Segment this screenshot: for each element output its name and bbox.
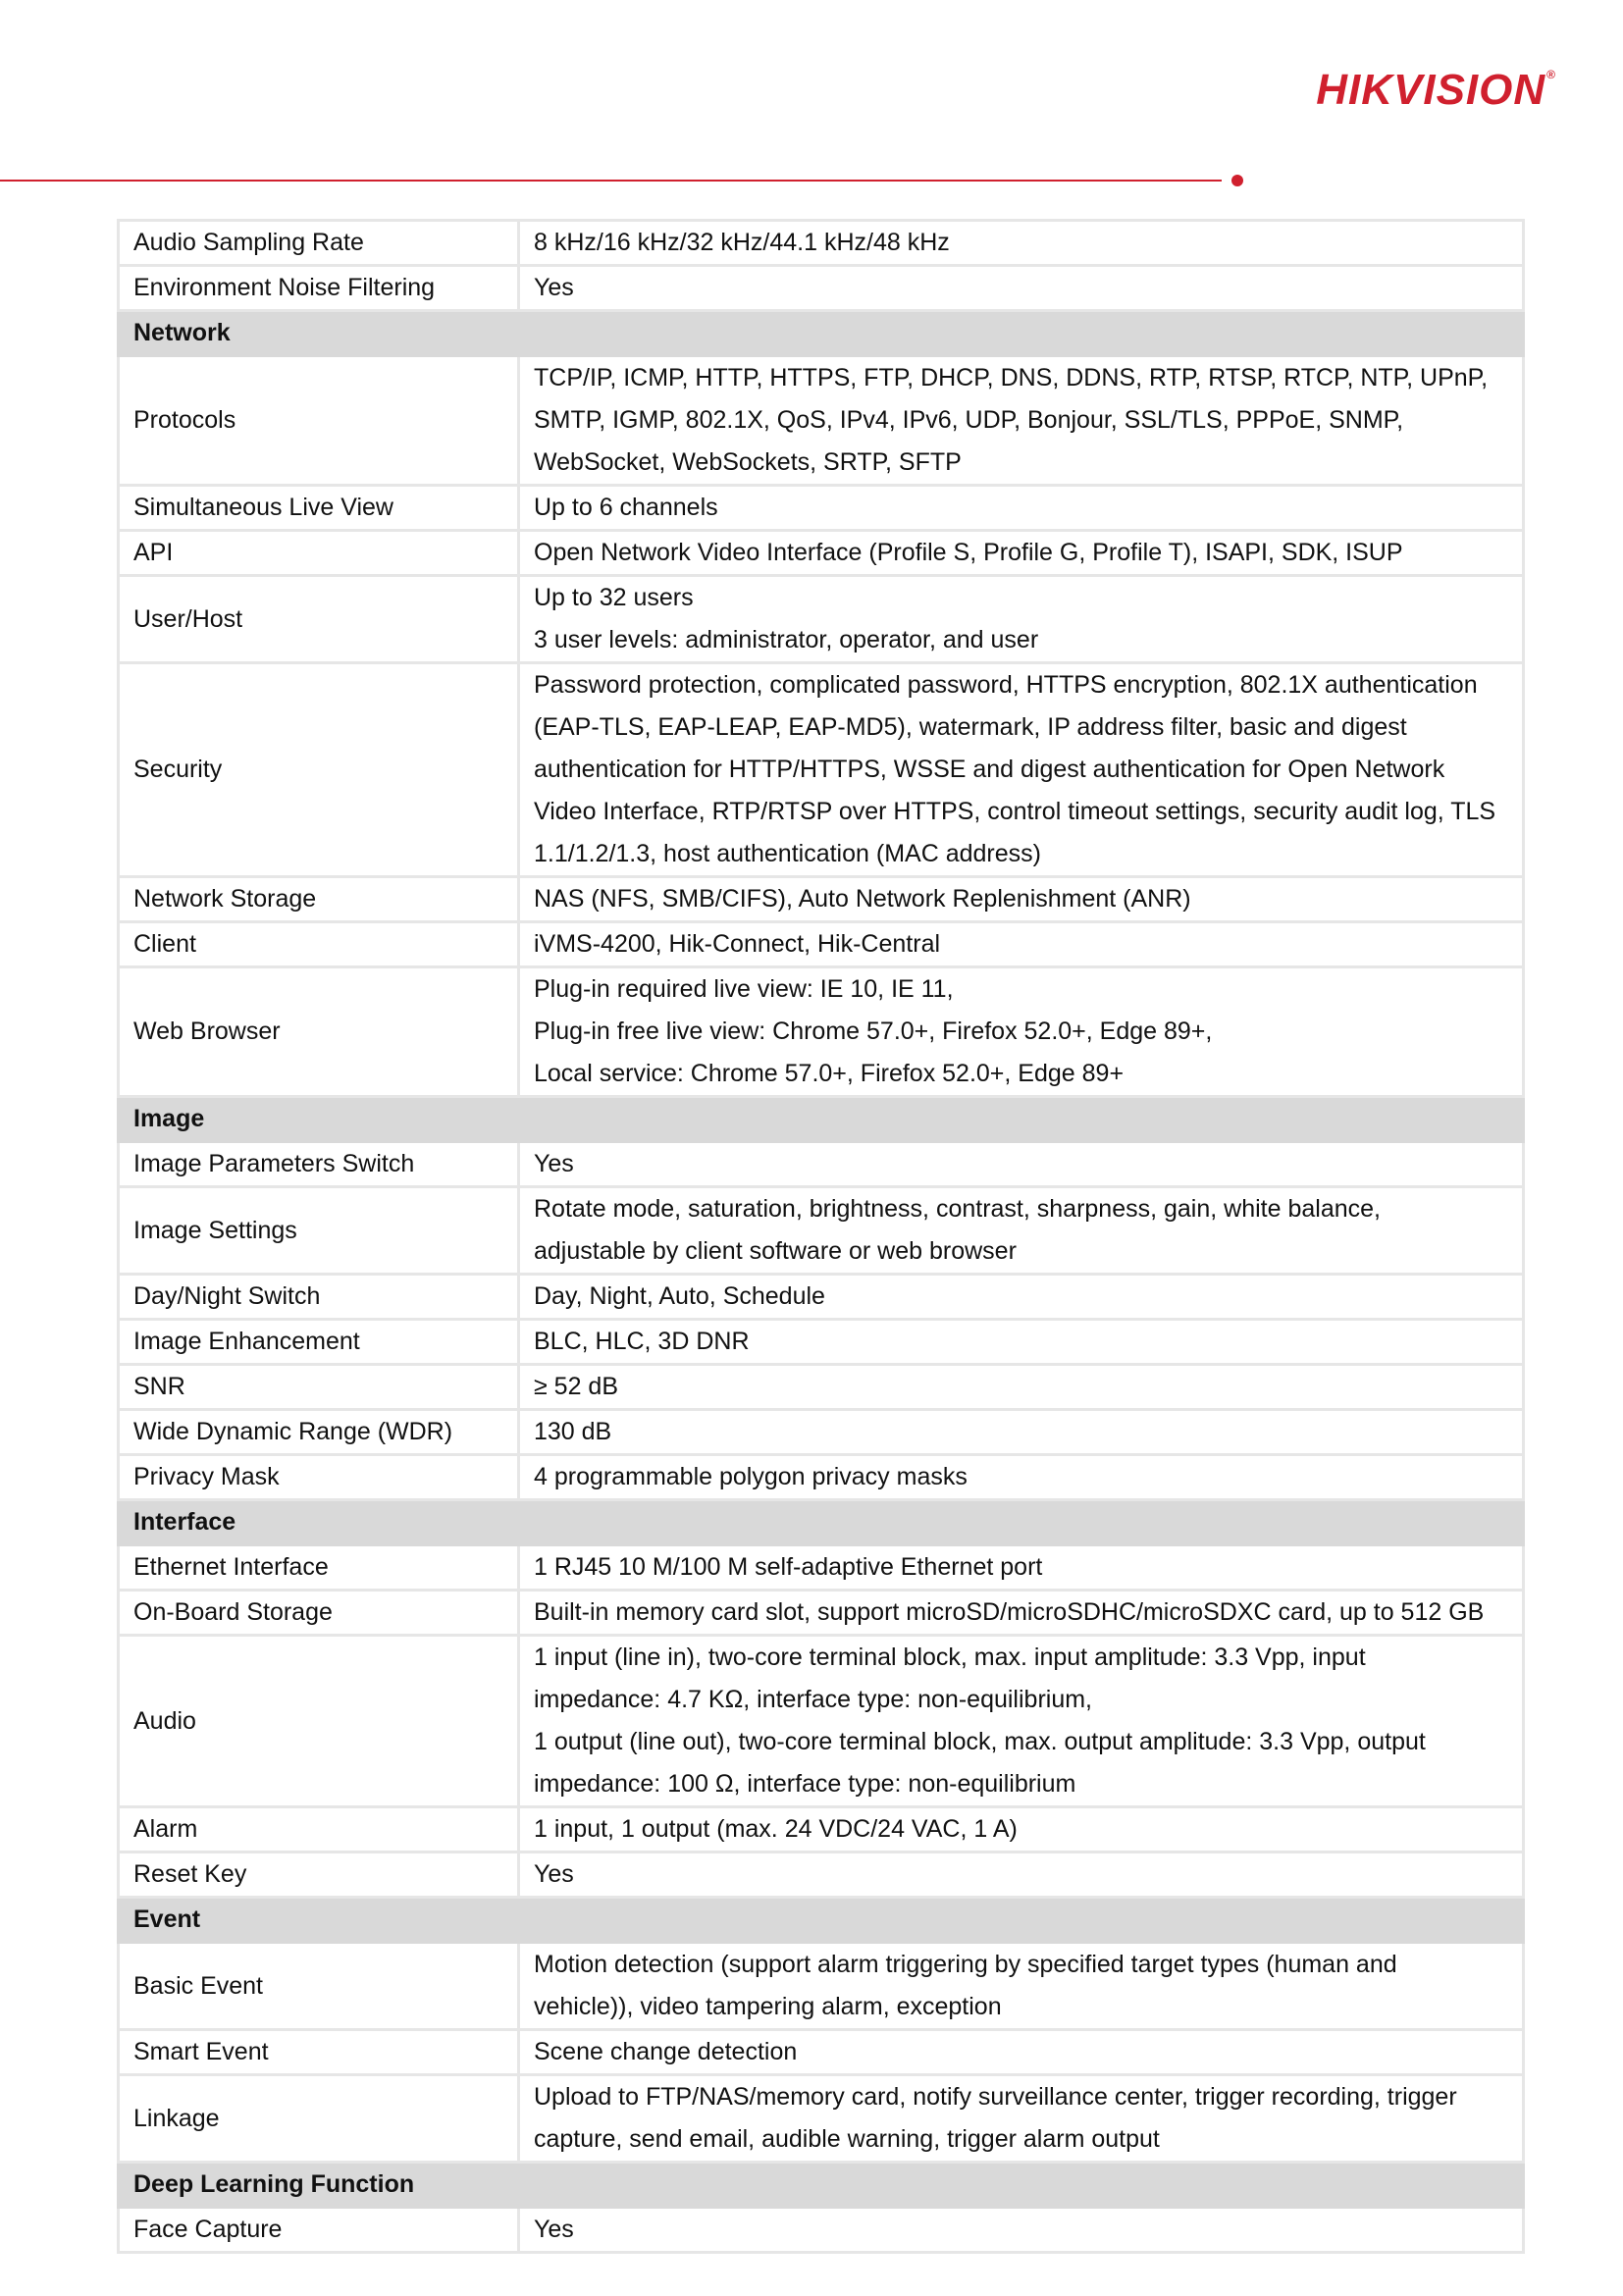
- section-title: Image: [119, 1097, 519, 1142]
- spec-value: Open Network Video Interface (Profile S, Profile G, Profile T), ISAPI, SDK, ISUP: [519, 531, 1524, 576]
- spec-value: Built-in memory card slot, support microSD/microSDHC/microSDXC card, up to 512 GB: [519, 1591, 1524, 1636]
- spec-row-on-board-storage: [119, 1591, 1524, 1636]
- spec-value-line: Rotate mode, saturation, brightness, contrast, sharpness, gain, white balance,: [534, 1195, 1381, 1223]
- spec-value: [519, 576, 1524, 663]
- spec-value-line: capture, send email, audible warning, trigger alarm output: [534, 2125, 1160, 2153]
- spec-row-linkage: [119, 2075, 1524, 2163]
- spec-value: Scene change detection: [519, 2030, 1524, 2075]
- spec-value: 1 input, 1 output (max. 24 VDC/24 VAC, 1 A): [519, 1807, 1524, 1852]
- spec-label: Alarm: [119, 1807, 519, 1852]
- spec-label: Wide Dynamic Range (WDR): [119, 1410, 519, 1455]
- section-header-interface: [119, 1500, 1524, 1545]
- spec-row-reset-key: [119, 1852, 1524, 1898]
- spec-label: Web Browser: [119, 967, 519, 1097]
- spec-value-line: Plug-in free live view: Chrome 57.0+, Firefox 52.0+, Edge 89+,: [534, 1018, 1213, 1045]
- spec-row-audio-sampling-rate: [119, 221, 1524, 266]
- section-title: Network: [119, 311, 519, 356]
- spec-value: NAS (NFS, SMB/CIFS), Auto Network Replenishment (ANR): [519, 877, 1524, 922]
- section-header-event: [119, 1898, 1524, 1943]
- spec-value-line: (EAP-TLS, EAP-LEAP, EAP-MD5), watermark, IP address filter, basic and digest: [534, 713, 1407, 741]
- spec-value-line: Plug-in required live view: IE 10, IE 11,: [534, 975, 954, 1003]
- spec-label: Audio Sampling Rate: [119, 221, 519, 266]
- spec-value: [519, 2075, 1524, 2163]
- spec-row-smart-event: [119, 2030, 1524, 2075]
- spec-label: Ethernet Interface: [119, 1545, 519, 1591]
- spec-row-alarm: [119, 1807, 1524, 1852]
- spec-row-network-storage: [119, 877, 1524, 922]
- spec-value-line: Local service: Chrome 57.0+, Firefox 52.0+, Edge 89+: [534, 1060, 1125, 1087]
- spec-value-line: 1 output (line out), two-core terminal block, max. output amplitude: 3.3 Vpp, output: [534, 1728, 1426, 1755]
- spec-value: iVMS-4200, Hik-Connect, Hik-Central: [519, 922, 1524, 967]
- spec-value-line: Motion detection (support alarm triggering by specified target types (human and: [534, 1951, 1397, 1978]
- spec-value: 1 RJ45 10 M/100 M self-adaptive Ethernet port: [519, 1545, 1524, 1591]
- spec-row-user-host: [119, 576, 1524, 663]
- spec-row-image-enhancement: [119, 1320, 1524, 1365]
- spec-row-environment-noise-filtering: [119, 266, 1524, 311]
- section-title: Interface: [119, 1500, 519, 1545]
- spec-label: Network Storage: [119, 877, 519, 922]
- spec-row-basic-event: [119, 1943, 1524, 2030]
- spec-value-line: adjustable by client software or web browser: [534, 1237, 1017, 1265]
- spec-value: Day, Night, Auto, Schedule: [519, 1275, 1524, 1320]
- spec-value-line: Upload to FTP/NAS/memory card, notify surveillance center, trigger recording, trigger: [534, 2083, 1457, 2111]
- section-title-fill: [519, 1898, 1524, 1943]
- spec-value: 130 dB: [519, 1410, 1524, 1455]
- spec-label: Reset Key: [119, 1852, 519, 1898]
- header-rule-dot: [1231, 175, 1243, 186]
- section-header-image: [119, 1097, 1524, 1142]
- spec-row-image-settings: [119, 1187, 1524, 1275]
- spec-label: Protocols: [119, 356, 519, 486]
- spec-value-line: 1 input (line in), two-core terminal block, max. input amplitude: 3.3 Vpp, input: [534, 1644, 1366, 1671]
- spec-label: SNR: [119, 1365, 519, 1410]
- spec-label: Environment Noise Filtering: [119, 266, 519, 311]
- spec-value-line: 3 user levels: administrator, operator, and user: [534, 626, 1039, 653]
- spec-value: [519, 1943, 1524, 2030]
- spec-row-security: [119, 663, 1524, 877]
- spec-label: On-Board Storage: [119, 1591, 519, 1636]
- section-title: Event: [119, 1898, 519, 1943]
- section-header-deep-learning-function: [119, 2163, 1524, 2208]
- spec-label: User/Host: [119, 576, 519, 663]
- spec-value: Yes: [519, 1142, 1524, 1187]
- spec-value-line: 1.1/1.2/1.3, host authentication (MAC address): [534, 840, 1041, 867]
- spec-row-web-browser: [119, 967, 1524, 1097]
- spec-label: Smart Event: [119, 2030, 519, 2075]
- spec-value: Yes: [519, 266, 1524, 311]
- spec-value-line: SMTP, IGMP, 802.1X, QoS, IPv4, IPv6, UDP, Bonjour, SSL/TLS, PPPoE, SNMP,: [534, 406, 1404, 434]
- section-title-fill: [519, 1097, 1524, 1142]
- section-title: Deep Learning Function: [119, 2163, 519, 2208]
- spec-row-face-capture: [119, 2208, 1524, 2253]
- header-rule: [0, 180, 1222, 182]
- section-title-fill: [519, 311, 1524, 356]
- spec-value-line: TCP/IP, ICMP, HTTP, HTTPS, FTP, DHCP, DNS, DDNS, RTP, RTSP, RTCP, NTP, UPnP,: [534, 364, 1489, 391]
- spec-value-line: Video Interface, RTP/RTSP over HTTPS, control timeout settings, security audit log, TLS: [534, 798, 1496, 825]
- spec-label: Face Capture: [119, 2208, 519, 2253]
- spec-label: Image Settings: [119, 1187, 519, 1275]
- spec-value: ≥ 52 dB: [519, 1365, 1524, 1410]
- spec-value: [519, 1187, 1524, 1275]
- spec-value: Yes: [519, 2208, 1524, 2253]
- brand-name: HIKVISION: [1316, 66, 1546, 114]
- spec-label: Image Parameters Switch: [119, 1142, 519, 1187]
- spec-value: Up to 6 channels: [519, 486, 1524, 531]
- spec-value: [519, 967, 1524, 1097]
- spec-row-privacy-mask: [119, 1455, 1524, 1500]
- spec-row-image-parameters-switch: [119, 1142, 1524, 1187]
- spec-value: [519, 356, 1524, 486]
- spec-label: Privacy Mask: [119, 1455, 519, 1500]
- spec-label: Security: [119, 663, 519, 877]
- spec-table: [117, 219, 1525, 2254]
- spec-row-snr: [119, 1365, 1524, 1410]
- spec-label: Linkage: [119, 2075, 519, 2163]
- spec-label: Image Enhancement: [119, 1320, 519, 1365]
- spec-value-line: impedance: 100 Ω, interface type: non-equilibrium: [534, 1770, 1076, 1798]
- spec-value-line: vehicle)), video tampering alarm, exception: [534, 1993, 1002, 2020]
- spec-row-simultaneous-live-view: [119, 486, 1524, 531]
- spec-value: [519, 1636, 1524, 1807]
- spec-row-client: [119, 922, 1524, 967]
- spec-value: BLC, HLC, 3D DNR: [519, 1320, 1524, 1365]
- spec-row-protocols: [119, 356, 1524, 486]
- spec-value: Yes: [519, 1852, 1524, 1898]
- spec-value-line: WebSocket, WebSockets, SRTP, SFTP: [534, 448, 962, 476]
- spec-label: API: [119, 531, 519, 576]
- spec-value-line: impedance: 4.7 KΩ, interface type: non-equilibrium,: [534, 1686, 1092, 1713]
- spec-row-audio: [119, 1636, 1524, 1807]
- spec-row-day-night-switch: [119, 1275, 1524, 1320]
- spec-label: Client: [119, 922, 519, 967]
- spec-label: Day/Night Switch: [119, 1275, 519, 1320]
- section-title-fill: [519, 2163, 1524, 2208]
- registered-mark: ®: [1546, 68, 1556, 81]
- brand-logo: [1316, 66, 1556, 114]
- spec-value-line: Up to 32 users: [534, 584, 694, 611]
- spec-value: [519, 663, 1524, 877]
- spec-value: 4 programmable polygon privacy masks: [519, 1455, 1524, 1500]
- spec-label: Simultaneous Live View: [119, 486, 519, 531]
- spec-value-line: Password protection, complicated password, HTTPS encryption, 802.1X authentication: [534, 671, 1478, 699]
- section-header-network: [119, 311, 1524, 356]
- section-title-fill: [519, 1500, 1524, 1545]
- spec-row-ethernet-interface: [119, 1545, 1524, 1591]
- spec-label: Basic Event: [119, 1943, 519, 2030]
- spec-value-line: authentication for HTTP/HTTPS, WSSE and digest authentication for Open Network: [534, 756, 1445, 783]
- spec-value: 8 kHz/16 kHz/32 kHz/44.1 kHz/48 kHz: [519, 221, 1524, 266]
- spec-row-wdr: [119, 1410, 1524, 1455]
- spec-label: Audio: [119, 1636, 519, 1807]
- spec-row-api: [119, 531, 1524, 576]
